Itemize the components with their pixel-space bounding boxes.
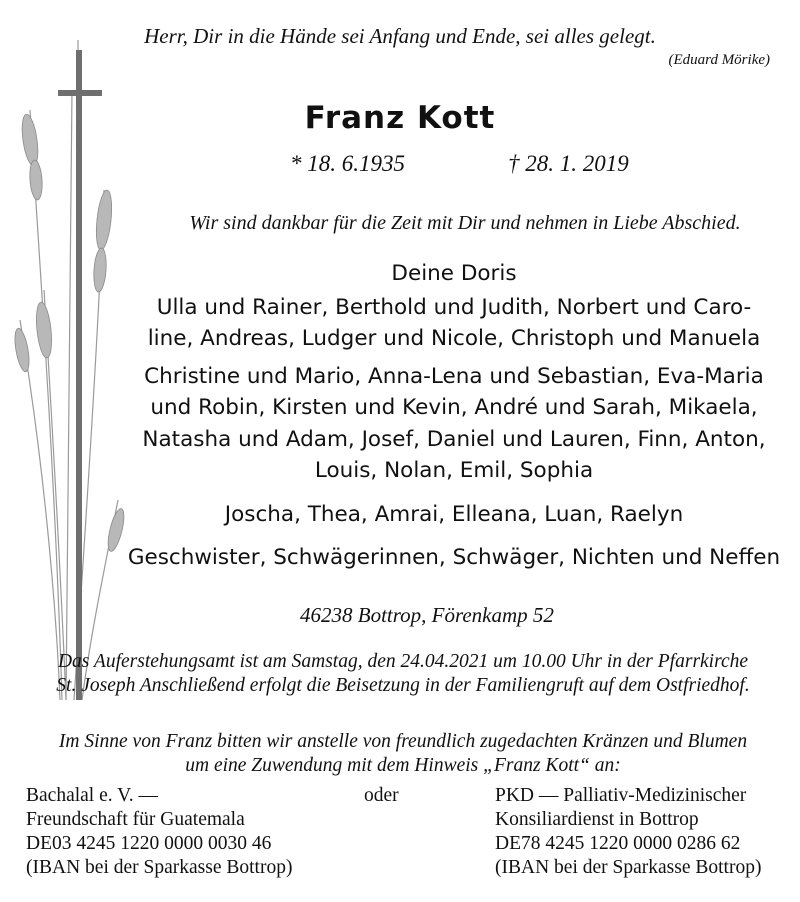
donation-request: [18, 730, 788, 778]
farewell-text: Wir sind dankbar für die Zeit mit Dir und nehmen in Liebe Abschied.: [189, 212, 741, 234]
birth-date: * 18. 6.1935: [290, 151, 405, 176]
deceased-name: Franz Kott: [304, 100, 496, 136]
service-line: St. Joseph Anschließend erfolgt die Beisetzung in der Familiengruft auf dem Ostfriedhof.: [56, 675, 750, 696]
donation-account-left: [26, 784, 346, 880]
mourner-line: line, Andreas, Ludger und Nicole, Christoph und Manuela: [147, 326, 761, 351]
address-text: 46238 Bottrop, Förenkamp 52: [300, 603, 554, 627]
account-iban: DE78 4245 1220 0000 0286 62: [495, 833, 741, 854]
mourner-line: Louis, Nolan, Emil, Sophia: [314, 458, 594, 483]
account-line: (IBAN bei der Sparkasse Bottrop): [26, 857, 293, 878]
account-line: Bachalal e. V. —: [26, 785, 158, 806]
account-separator: oder: [364, 785, 399, 806]
service-line: Das Auferstehungsamt ist am Samstag, den 24.04.2021 um 10.00 Uhr in der Pfarrkirche: [57, 651, 749, 672]
account-line: Konsiliardienst in Bottrop: [495, 809, 699, 830]
donation-line: Im Sinne von Franz bitten wir anstelle von freundlich zugedachten Kränzen und Blumen: [58, 731, 748, 752]
motto-author: (Eduard Mörike): [668, 52, 770, 68]
mourner-line: und Robin, Kirsten und Kevin, André und Sarah, Mikaela,: [150, 395, 758, 420]
mourner-line: Christine und Mario, Anna-Lena und Sebastian, Eva-Maria: [144, 363, 764, 389]
donation-line: um eine Zuwendung mit dem Hinweis „Franz Kott“ an:: [185, 755, 621, 776]
account-iban: DE03 4245 1220 0000 0030 46: [26, 833, 272, 854]
mourner-line: Natasha und Adam, Josef, Daniel und Lauren, Finn, Anton,: [142, 426, 766, 452]
mourner-line: Geschwister, Schwägerinnen, Schwäger, Nichten und Neffen: [127, 545, 781, 570]
death-date: † 28. 1. 2019: [508, 151, 629, 176]
mourner-line: Joscha, Thea, Amrai, Elleana, Luan, Raelyn: [224, 501, 684, 527]
service-info: [18, 650, 788, 698]
account-line: PKD — Palliativ-Medizinischer: [495, 785, 747, 806]
mourner-line: Ulla und Rainer, Berthold und Judith, Norbert und Caro-: [156, 294, 752, 320]
donation-account-right: [495, 784, 795, 880]
account-line: (IBAN bei der Sparkasse Bottrop): [495, 857, 762, 878]
motto-quote: Herr, Dir in die Hände sei Anfang und Ende, sei alles gelegt.: [144, 24, 656, 48]
account-line: Freundschaft für Guatemala: [26, 809, 245, 830]
mourners-list: [118, 258, 790, 574]
mourner-line: Deine Doris: [391, 261, 517, 286]
